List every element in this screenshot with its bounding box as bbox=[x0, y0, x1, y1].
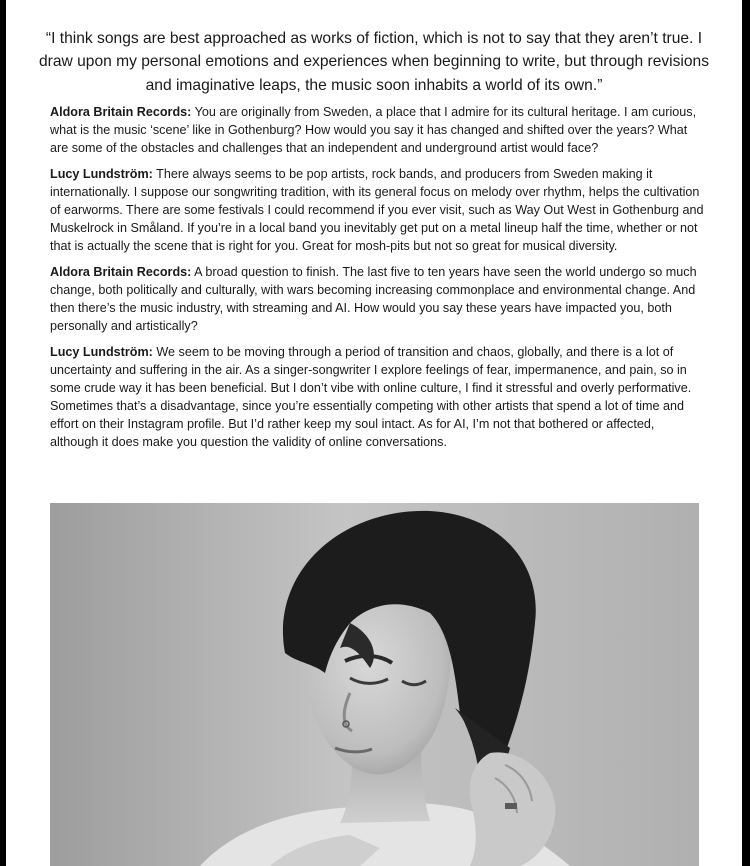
interview-paragraph bbox=[50, 165, 706, 255]
speaker-label: Aldora Britain Records: bbox=[50, 265, 192, 279]
interview-paragraph bbox=[50, 103, 706, 157]
interview-body bbox=[50, 103, 706, 459]
paragraph-text: We seem to be moving through a period of transition and chaos, globally, and there is a lot of uncertainty and suffering in the air. As a singer-songwriter I explore feelings of fear, impermanence, and pain, so in some crude way it has been beneficial. But I don’t vibe with online culture, I find it stressful and overly performative. Sometimes that’s a disadvantage, since you’re essentially competing with other artists that spend a lot of time and effort on their Instagram profile. But I’d rather keep my soul intact. As for AI, I’m not that bothered or affected, although it does make you question the validity of online conversations. bbox=[50, 345, 692, 449]
pull-quote: “I think songs are best approached as works of fiction, which is not to say that they aren’t true. I draw upon my personal emotions and experiences when beginning to write, but through revisions and imaginative leaps, the music soon inhabits a world of its own.” bbox=[38, 29, 710, 94]
interview-paragraph bbox=[50, 263, 706, 335]
paragraph-text: A broad question to finish. The last five to ten years have seen the world undergo so much change, both politically and culturally, with wars becoming increasing commonplace and environmental change. And then there’s the music industry, with streaming and AI. How would you say these years have impacted you, both personally and artistically? bbox=[50, 265, 697, 333]
paragraph-text: You are originally from Sweden, a place that I admire for its cultural heritage. I am curious, what is the music ‘scene’ like in Gothenburg? How would you say it has changed and shifted over the years? What are some of the obstacles and challenges that an independent and underground artist would face? bbox=[50, 105, 697, 155]
document-page bbox=[6, 0, 742, 866]
artist-portrait-photo bbox=[50, 503, 699, 866]
speaker-label: Aldora Britain Records: bbox=[50, 105, 192, 119]
speaker-label: Lucy Lundström: bbox=[50, 167, 153, 181]
paragraph-text: There always seems to be pop artists, rock bands, and producers from Sweden making it internationally. I suppose our songwriting tradition, with its general focus on melody over rhythm, helps the cultivation of earworms. There are some festivals I could recommend if you ever visit, such as Way Out West in Gothenburg and Muskelrock in Småland. If you’re in a local band you inevitably get put on a metal lineup half the time, whether or not that is actually the scene that is right for you. Great for mosh-pits but not so great for musical diversity. bbox=[50, 167, 704, 253]
interview-paragraph bbox=[50, 343, 706, 451]
speaker-label: Lucy Lundström: bbox=[50, 345, 153, 359]
